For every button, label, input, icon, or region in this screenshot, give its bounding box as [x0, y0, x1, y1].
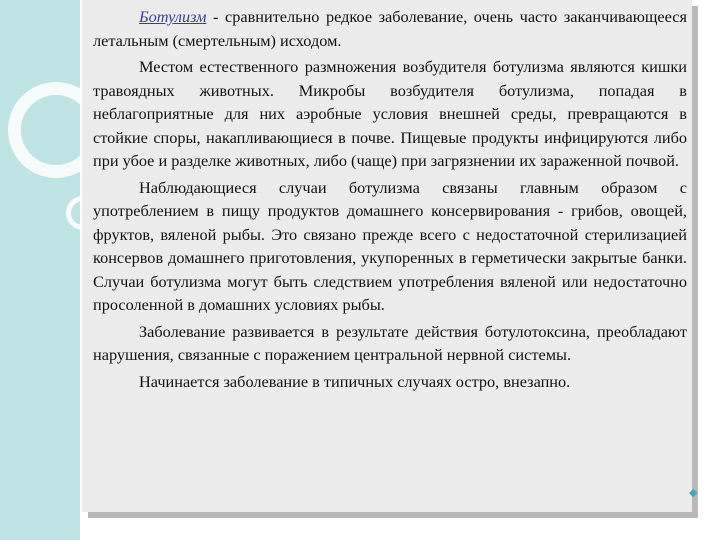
paragraph-pathogen: Местом естественного размножения возбудителя ботулизма являются кишки травоядных животных. Микробы возбудителя ботулизма, попадая в неблагоприятные для них аэробные условия внешней среды, превращаются в стойкие споры, накапливающиеся в почве. Пищевые продукты инфицируются либо при убое и разделке животных, либо (чаще) при загрязнении их зараженной почвой. — [93, 57, 687, 170]
term-botulism: Ботулизм — [139, 7, 207, 26]
diamond-bullet-icon: ◆ — [689, 487, 698, 499]
paragraph-cases: Наблюдающиеся случаи ботулизма связаны главным образом с употреблением в пищу продуктов домашнего консервирования - грибов, овощей, фруктов, вяленой рыбы. Это связано прежде всего с недостаточной стерилизацией консервов домашнего приготовления, укупоренных в герметически закрытые банки. Случаи ботулизма могут быть следствием употребления вяленой или недостаточно просоленной в домашних условиях рыбы. — [93, 177, 687, 314]
slide-text-body — [93, 5, 687, 393]
slide-shadow-bottom — [88, 512, 698, 518]
definition-text: - сравнительно редкое заболевание, очень часто заканчивающееся летальным (смертельным) исходом. — [93, 7, 687, 50]
paragraph-definition — [93, 5, 687, 52]
slide-shadow-right — [692, 6, 698, 516]
left-accent-band — [0, 0, 80, 540]
paragraph-onset: Начинается заболевание в типичных случаях остро, внезапно. — [139, 371, 571, 391]
paragraph-toxin: Заболевание развивается в результате действия ботулотоксина, преобладают нарушения, связанные с поражением центральной нервной системы. — [93, 321, 687, 364]
